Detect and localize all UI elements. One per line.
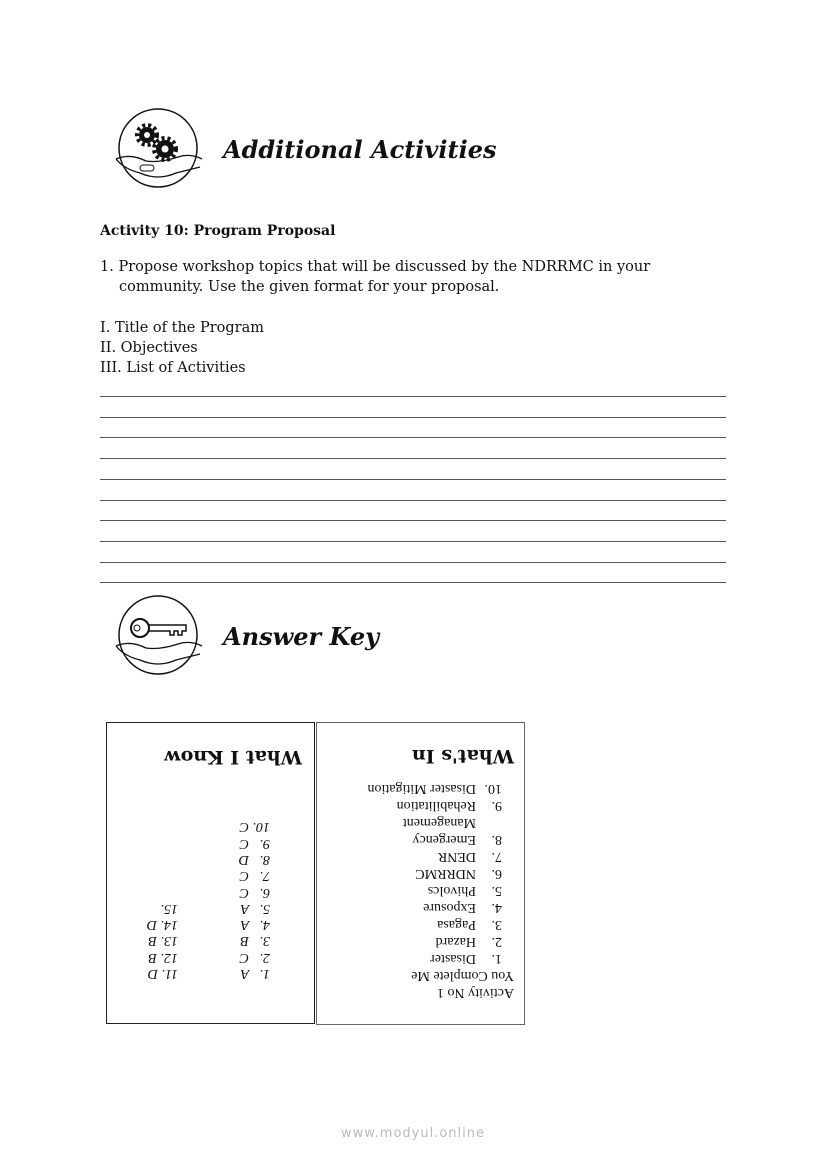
item-text: Exposure: [423, 900, 476, 915]
whats-in-item: [368, 899, 515, 916]
answer-item: 10. C: [239, 819, 270, 835]
answer-item: 12. B: [148, 949, 178, 965]
answer-item: 9. C: [239, 835, 270, 851]
gears-in-hand-icon: [110, 107, 206, 189]
whats-in-item: [368, 814, 515, 831]
answer-line[interactable]: [100, 562, 726, 563]
item-number: 7.: [491, 849, 502, 864]
item-number: 2.: [491, 934, 502, 949]
item-number: 1.: [491, 951, 502, 966]
item-number: 4.: [491, 900, 502, 915]
answer-item: 5. A: [240, 900, 270, 916]
whats-in-subheading: Activity No 1: [437, 985, 514, 1000]
item-text: Phivolcs: [427, 883, 476, 898]
footer-watermark: www.modyul.online: [340, 1126, 486, 1141]
format-item-objectives: II. Objectives: [100, 340, 198, 356]
whats-in-item: [368, 865, 515, 882]
whats-in-box: [316, 722, 525, 1025]
answer-line[interactable]: [100, 458, 726, 459]
answer-item: 4. A: [240, 917, 270, 933]
whats-in-heading: What's In: [411, 745, 514, 767]
answers-col-1: [239, 818, 270, 981]
answer-item: 3. B: [240, 933, 270, 949]
item-text: Emergency: [412, 832, 476, 847]
activity-title: Activity 10: Program Proposal: [100, 223, 336, 239]
item-text: Disaster: [430, 951, 476, 966]
format-item-title: I. Title of the Program: [100, 320, 264, 336]
answer-line[interactable]: [100, 520, 726, 521]
answer-item: 14. D: [146, 917, 178, 933]
whats-in-item: [368, 797, 515, 814]
answer-line[interactable]: [100, 437, 726, 438]
key-in-hand-icon: [110, 594, 206, 676]
answer-line[interactable]: [100, 479, 726, 480]
item-number: 3.: [491, 917, 502, 932]
answer-item: 7. C: [239, 868, 270, 884]
item-text: NDRRMC: [415, 866, 476, 881]
item-text: Pagasa: [437, 917, 476, 932]
answer-item: 13. B: [148, 933, 178, 949]
whats-in-item: [368, 780, 515, 797]
what-i-know-heading: What I Know: [164, 746, 302, 768]
whats-in-list: [368, 780, 515, 1001]
answer-line[interactable]: [100, 541, 726, 542]
whats-in-item: [368, 916, 515, 933]
whats-in-item: [368, 950, 515, 967]
whats-in-item: [368, 882, 515, 899]
item-text: Management: [402, 815, 476, 830]
answer-item: 8. D: [238, 851, 270, 867]
answer-item: 11. D: [147, 966, 178, 981]
item-number: 5.: [491, 883, 502, 898]
section-title-additional-activities: Additional Activities: [223, 135, 497, 164]
whats-in-item: [368, 933, 515, 950]
instruction-line-1: 1. Propose workshop topics that will be discussed by the NDRRMC in your: [100, 259, 651, 275]
item-number: 10.: [484, 781, 502, 796]
item-text: Hazard: [435, 934, 476, 949]
answers-col-2: [147, 900, 178, 981]
what-i-know-box: [106, 722, 315, 1024]
answer-line[interactable]: [100, 500, 726, 501]
whats-in-item: [368, 831, 515, 848]
answer-line[interactable]: [100, 396, 726, 397]
format-item-activities: III. List of Activities: [100, 360, 246, 376]
whats-in-item: [368, 848, 515, 865]
answer-item: 6. C: [239, 884, 270, 900]
item-text: Rehabilitation: [396, 798, 476, 813]
answer-line[interactable]: [100, 582, 726, 583]
answer-item: 1. A: [240, 966, 270, 981]
item-number: 9.: [491, 798, 502, 813]
item-text: Disaster Mitigation: [367, 781, 476, 796]
item-number: 8.: [491, 832, 502, 847]
answer-item: 2. C: [239, 949, 270, 965]
answer-item: 15.: [160, 900, 178, 916]
item-number: 6.: [491, 866, 502, 881]
section-title-answer-key: Answer Key: [223, 622, 380, 651]
item-text: DENR: [437, 849, 476, 864]
instruction-line-2: community. Use the given format for your proposal.: [119, 279, 500, 295]
whats-in-subheading: You Complete Me: [411, 968, 514, 983]
answer-line[interactable]: [100, 417, 726, 418]
